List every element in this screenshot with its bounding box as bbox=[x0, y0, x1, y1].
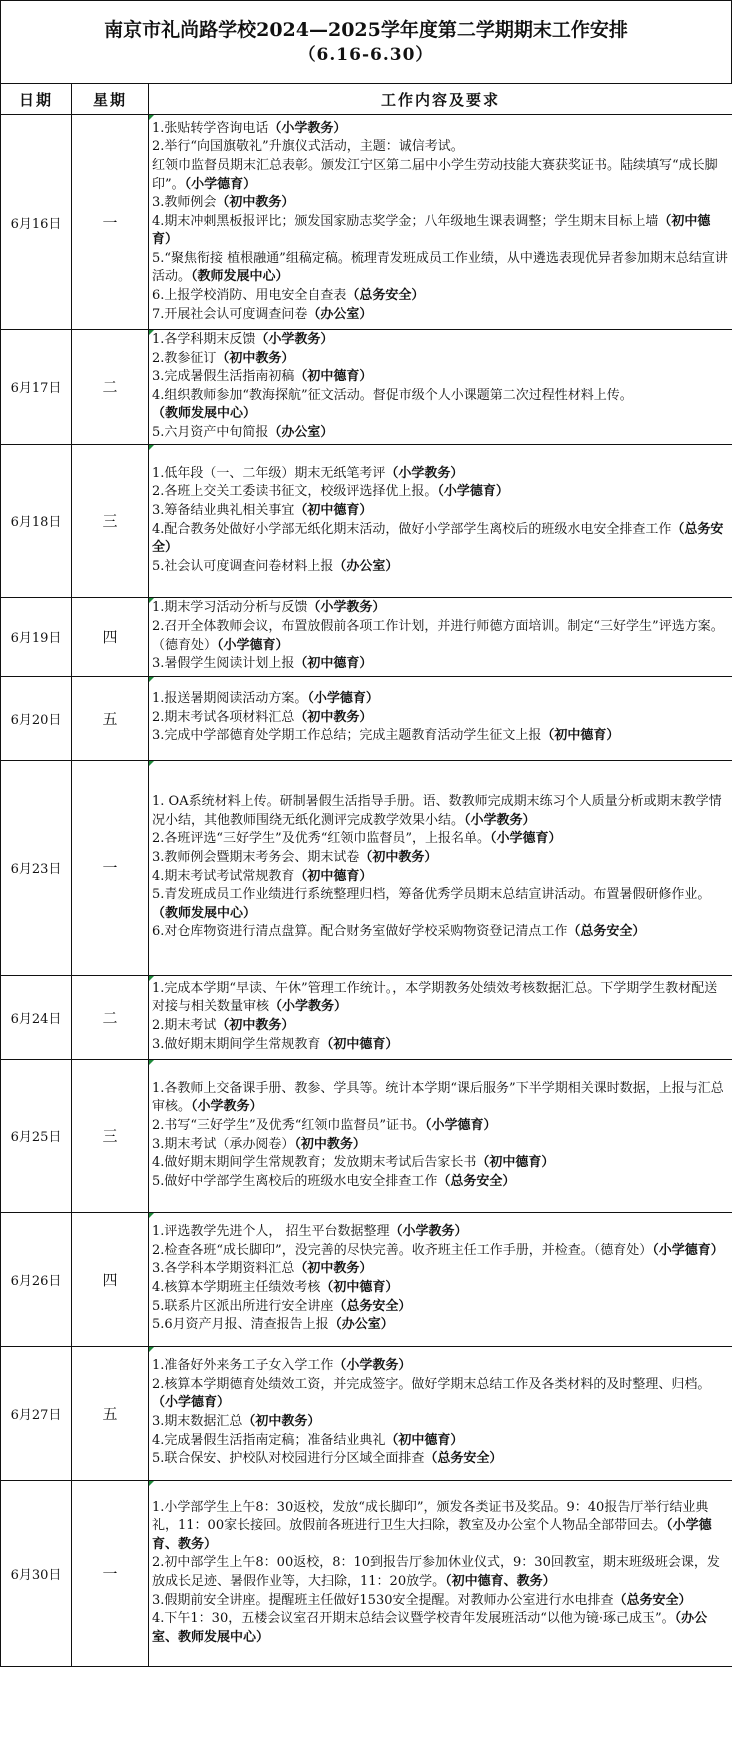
row-date: 6月30日 bbox=[1, 1480, 72, 1666]
department-tag: （总务安全） bbox=[437, 1173, 516, 1189]
row-date: 6月26日 bbox=[1, 1212, 72, 1346]
department-tag: （初中教务） bbox=[216, 1018, 295, 1034]
row-date: 6月25日 bbox=[1, 1059, 72, 1212]
task-text: 4.做好期末期间学生常规教育；发放期末考试后告家长书 bbox=[152, 1155, 477, 1171]
task-item bbox=[152, 558, 728, 577]
task-item bbox=[152, 980, 728, 1017]
task-item bbox=[152, 849, 728, 868]
table-row bbox=[1, 444, 732, 597]
task-item bbox=[152, 1036, 728, 1055]
task-item bbox=[152, 1136, 728, 1155]
task-item bbox=[152, 793, 728, 830]
task-text: 5.六月资产中旬简报 bbox=[152, 424, 269, 440]
department-tag: （小学教务） bbox=[333, 1358, 412, 1374]
table-row bbox=[1, 1480, 732, 1666]
task-item bbox=[152, 521, 728, 558]
task-item bbox=[152, 331, 728, 350]
department-tag: （小学教务） bbox=[307, 600, 386, 616]
task-item bbox=[152, 868, 728, 887]
task-item bbox=[152, 465, 728, 484]
table-row bbox=[1, 597, 732, 676]
task-text: 2.举行“向国旗敬礼”升旗仪式活动，主题：诚信考试。 bbox=[152, 139, 464, 155]
task-text: 3.假期前安全讲座。提醒班主任做好1530安全提醒。对教师办公室进行水电排查 bbox=[152, 1592, 614, 1608]
task-item bbox=[152, 599, 728, 618]
task-text: 2.期末考试 bbox=[152, 1018, 217, 1034]
department-tag: （小学德育） bbox=[652, 1242, 724, 1258]
table-header-row bbox=[1, 84, 732, 115]
task-item bbox=[152, 1413, 728, 1432]
department-tag: （小学德育） bbox=[217, 637, 289, 653]
task-item bbox=[152, 1610, 728, 1647]
task-text: 4.期末考试考试常规教育 bbox=[152, 868, 295, 884]
cell-comment-marker bbox=[149, 1347, 154, 1352]
department-tag: （小学教务） bbox=[385, 465, 464, 481]
header-date: 日期 bbox=[1, 84, 72, 115]
task-text: 5.青发班成员工作业绩进行系统整理归档，筹备优秀学员期末总结宣讲活动。布置暑假研修作业。 bbox=[152, 887, 711, 903]
task-item bbox=[152, 1154, 728, 1173]
row-weekday: 四 bbox=[72, 1212, 149, 1346]
department-tag: （教师发展中心） bbox=[191, 269, 289, 285]
department-tag: （办公室、教师发展中心） bbox=[152, 1611, 708, 1645]
department-tag: （小学德育） bbox=[152, 1395, 231, 1411]
task-item bbox=[152, 1432, 728, 1451]
document-title: 南京市礼尚路学校2024—2025学年度第二学期期末工作安排 bbox=[104, 19, 628, 41]
department-tag: （办公室） bbox=[333, 558, 399, 574]
task-text: 2.教参征订 bbox=[152, 350, 217, 366]
task-item bbox=[152, 830, 728, 849]
cell-comment-marker bbox=[149, 115, 154, 120]
table-row bbox=[1, 330, 732, 445]
task-item bbox=[152, 727, 728, 746]
task-text: 2.各班上交关工委读书征文，校级评选择优上报。 bbox=[152, 484, 438, 500]
department-tag: （初中德育） bbox=[152, 213, 711, 248]
row-date: 6月16日 bbox=[1, 115, 72, 330]
table-row bbox=[1, 1059, 732, 1212]
cell-comment-marker bbox=[149, 1213, 154, 1218]
department-tag: （总务安全） bbox=[567, 924, 646, 940]
department-tag: （办公室） bbox=[328, 1317, 394, 1333]
row-weekday: 一 bbox=[72, 760, 149, 975]
row-date: 6月18日 bbox=[1, 444, 72, 597]
department-tag: （初中德育） bbox=[294, 868, 373, 884]
department-tag: （办公室） bbox=[268, 424, 334, 440]
row-weekday: 三 bbox=[72, 444, 149, 597]
task-item bbox=[152, 387, 728, 424]
department-tag: （初中教务） bbox=[294, 1136, 366, 1152]
task-item bbox=[152, 306, 728, 325]
task-item bbox=[152, 502, 728, 521]
department-tag: （小学德育、教务） bbox=[152, 1518, 712, 1552]
table-row bbox=[1, 676, 732, 760]
task-text: 5.社会认可度调查问卷材料上报 bbox=[152, 558, 334, 574]
department-tag: （初中德育） bbox=[320, 1280, 399, 1296]
task-item bbox=[152, 120, 728, 139]
department-tag: （初中德育、教务） bbox=[445, 1574, 556, 1590]
task-item bbox=[152, 157, 728, 194]
row-content bbox=[149, 1480, 732, 1666]
row-weekday: 二 bbox=[72, 330, 149, 445]
task-text: 1. OA系统材料上传。研制暑假生活指导手册。语、数教师完成期末练习个人质量分析或期末教学情况小结，其他教师围绕无纸化测评完成教学效果小结。 bbox=[152, 794, 722, 828]
title-block bbox=[0, 0, 732, 83]
row-content bbox=[149, 1059, 732, 1212]
task-text: 4.期末冲刺黑板报评比；颁发国家励志奖学金；八年级地生课表调整；学生期末目标上墙 bbox=[152, 213, 659, 229]
row-date: 6月27日 bbox=[1, 1346, 72, 1480]
task-item bbox=[152, 618, 728, 655]
task-text: 1.张贴转学咨询电话 bbox=[152, 120, 269, 136]
department-tag: （初中德育） bbox=[320, 1036, 399, 1052]
row-content bbox=[149, 1346, 732, 1480]
task-item bbox=[152, 1173, 728, 1192]
department-tag: （小学德育） bbox=[490, 831, 562, 847]
task-text: 2.初中部学生上午8：00返校，8：10到报告厅参加休业仪式，9：30回教室，期末班级班会课，发放成长足迹、暑假作业等，大扫除，11：20放学。 bbox=[152, 1555, 720, 1590]
cell-comment-marker bbox=[149, 1481, 154, 1486]
department-tag: （小学教务） bbox=[191, 1099, 263, 1115]
task-text: 6.对仓库物资进行清点盘算。配合财务室做好学校采购物资登记清点工作 bbox=[152, 924, 568, 940]
task-item bbox=[152, 655, 728, 674]
task-text: 5.联系片区派出所进行安全讲座 bbox=[152, 1298, 334, 1314]
task-item bbox=[152, 1080, 728, 1117]
department-tag: （小学德育） bbox=[307, 691, 379, 707]
department-tag: （办公室） bbox=[307, 306, 373, 322]
task-item bbox=[152, 368, 728, 387]
task-item bbox=[152, 1017, 728, 1036]
row-weekday: 五 bbox=[72, 676, 149, 760]
department-tag: （初中教务） bbox=[216, 195, 295, 211]
row-content bbox=[149, 597, 732, 676]
row-weekday: 二 bbox=[72, 975, 149, 1059]
row-content bbox=[149, 760, 732, 975]
task-text: 3.教师例会暨期末考务会、期末试卷 bbox=[152, 849, 360, 865]
task-text: 2.各班评选“三好学生”及优秀“红领巾监督员”，上报名单。 bbox=[152, 831, 490, 847]
task-text: 3.完成中学部德育处学期工作总结；完成主题教育活动学生征文上报 bbox=[152, 728, 542, 744]
department-tag: （初中德育） bbox=[294, 656, 373, 672]
row-weekday: 三 bbox=[72, 1059, 149, 1212]
cell-comment-marker bbox=[149, 445, 154, 450]
row-date: 6月24日 bbox=[1, 975, 72, 1059]
task-text: 1.低年段（一、二年级）期末无纸笔考评 bbox=[152, 465, 386, 481]
department-tag: （总务安全） bbox=[152, 521, 724, 556]
task-item bbox=[152, 1242, 728, 1261]
task-text: 红领巾监督员期末汇总表彰。颁发江宁区第二届中小学生劳动技能大赛获奖证书。陆续填写“成长脚印”。 bbox=[152, 157, 718, 192]
table-row bbox=[1, 975, 732, 1059]
cell-comment-marker bbox=[149, 330, 154, 335]
task-text: 4.下午1：30，五楼会议室召开期末总结会议暨学校青年发展班活动“以他为镜·琢己成玉”。 bbox=[152, 1611, 675, 1627]
cell-comment-marker bbox=[149, 1060, 154, 1065]
task-item bbox=[152, 1499, 728, 1555]
row-content bbox=[149, 444, 732, 597]
task-text: 4.配合教务处做好小学部无纸化期末活动，做好小学部学生离校后的班级水电安全排查工作 bbox=[152, 521, 672, 537]
department-tag: （小学德育） bbox=[437, 484, 509, 500]
row-content bbox=[149, 676, 732, 760]
cell-comment-marker bbox=[149, 976, 154, 981]
task-item bbox=[152, 1316, 728, 1335]
task-text: 2.召开全体教师会议，布置放假前各项工作计划，并进行师德方面培训。制定“三好学生”评选方案。（德育处） bbox=[152, 618, 724, 653]
task-text: 3.筹备结业典礼相关事宜 bbox=[152, 502, 295, 518]
row-weekday: 四 bbox=[72, 597, 149, 676]
department-tag: （总务安全） bbox=[613, 1592, 692, 1608]
task-item bbox=[152, 1117, 728, 1136]
task-text: 2.书写“三好学生”及优秀“红领巾监督员”证书。 bbox=[152, 1117, 425, 1133]
task-text: 1.小学部学生上午8：30返校，发放“成长脚印”，颁发各类证书及奖品。9：40报告厅举行结业典礼，11：00家长接回。放假前各班进行卫生大扫除，教室及办公室个人物品全部带回去。 bbox=[152, 1499, 709, 1534]
task-text: 3.做好期末期间学生常规教育 bbox=[152, 1036, 321, 1052]
task-item bbox=[152, 1450, 728, 1469]
task-text: 5.“聚焦衔接 植根融通”组稿定稿。梳理青发班成员工作业绩，从中遴选表现优异者参加期末总结宣讲活动。 bbox=[152, 250, 728, 285]
row-weekday: 五 bbox=[72, 1346, 149, 1480]
department-tag: （初中德育） bbox=[476, 1155, 555, 1171]
task-text: 3.期末数据汇总 bbox=[152, 1414, 243, 1430]
task-text: 1.各教师上交备课手册、教参、学具等。统计本学期“课后服务”下半学期相关课时数据，上报与汇总审核。 bbox=[152, 1080, 724, 1115]
task-text: 1.期末学习活动分析与反馈 bbox=[152, 600, 308, 616]
department-tag: （小学德育） bbox=[184, 176, 257, 192]
department-tag: （小学德育） bbox=[425, 1117, 497, 1133]
department-tag: （总务安全） bbox=[424, 1451, 503, 1467]
department-tag: （初中教务） bbox=[359, 849, 438, 865]
task-text: 2.检查各班“成长脚印”，没完善的尽快完善。收齐班主任工作手册，并检查。（德育处） bbox=[152, 1242, 653, 1258]
task-text: 3.暑假学生阅读计划上报 bbox=[152, 656, 295, 672]
task-item bbox=[152, 1223, 728, 1242]
task-item bbox=[152, 1592, 728, 1611]
table-body bbox=[1, 115, 732, 1667]
task-text: 1.准备好外来务工子女入学工作 bbox=[152, 1358, 334, 1374]
task-item bbox=[152, 886, 728, 923]
row-date: 6月20日 bbox=[1, 676, 72, 760]
row-weekday: 一 bbox=[72, 1480, 149, 1666]
task-item bbox=[152, 424, 728, 443]
task-item bbox=[152, 138, 728, 157]
table-row bbox=[1, 1346, 732, 1480]
table-row bbox=[1, 115, 732, 330]
task-item bbox=[152, 1357, 728, 1376]
schedule-table bbox=[0, 83, 732, 1667]
department-tag: （初中德育） bbox=[294, 369, 373, 385]
task-text: 1.完成本学期“早读、午休”管理工作统计。，本学期教务处绩效考核数据汇总。下学期学生教材配送对接与相关数量审核 bbox=[152, 980, 718, 1015]
department-tag: （小学教务） bbox=[268, 120, 347, 136]
cell-comment-marker bbox=[149, 598, 154, 603]
cell-comment-marker bbox=[149, 761, 154, 766]
department-tag: （初中德育） bbox=[541, 728, 620, 744]
row-date: 6月17日 bbox=[1, 330, 72, 445]
department-tag: （初中德育） bbox=[385, 1432, 464, 1448]
task-item bbox=[152, 1298, 728, 1317]
task-text: 6.上报学校消防、用电安全自查表 bbox=[152, 288, 347, 304]
task-text: 2.核算本学期德育处绩效工资，并完成签字。做好学期末总结工作及各类材料的及时整理、归档。 bbox=[152, 1376, 711, 1392]
task-item bbox=[152, 1376, 728, 1413]
row-content bbox=[149, 1212, 732, 1346]
department-tag: （初中教务） bbox=[216, 350, 295, 366]
department-tag: （教师发展中心） bbox=[152, 406, 257, 422]
task-item bbox=[152, 709, 728, 728]
task-text: 4.核算本学期班主任绩效考核 bbox=[152, 1280, 321, 1296]
department-tag: （总务安全） bbox=[346, 288, 425, 304]
task-item bbox=[152, 250, 728, 287]
department-tag: （小学教务） bbox=[269, 999, 348, 1015]
task-text: 5.做好中学部学生离校后的班级水电安全排查工作 bbox=[152, 1173, 438, 1189]
department-tag: （初中教务） bbox=[294, 1261, 373, 1277]
row-content bbox=[149, 115, 732, 330]
task-text: 7.开展社会认可度调查问卷 bbox=[152, 306, 308, 322]
row-date: 6月19日 bbox=[1, 597, 72, 676]
header-weekday: 星期 bbox=[72, 84, 149, 115]
task-text: 1.评选教学先进个人， 招生平台数据整理 bbox=[152, 1224, 390, 1240]
task-item bbox=[152, 483, 728, 502]
task-text: 4.完成暑假生活指南定稿；准备结业典礼 bbox=[152, 1432, 386, 1448]
task-text: 1.各学科期末反馈 bbox=[152, 332, 256, 347]
task-item bbox=[152, 1279, 728, 1298]
header-content: 工作内容及要求 bbox=[149, 84, 732, 115]
task-text: 3.教师例会 bbox=[152, 195, 217, 211]
task-item bbox=[152, 690, 728, 709]
task-item bbox=[152, 923, 728, 942]
department-tag: （小学教务） bbox=[389, 1224, 468, 1240]
task-item bbox=[152, 1554, 728, 1591]
task-item bbox=[152, 1260, 728, 1279]
task-text: 5.联合保安、护校队对校园进行分区域全面排查 bbox=[152, 1451, 425, 1467]
task-text: 1.报送暑期阅读活动方案。 bbox=[152, 691, 308, 707]
department-tag: （初中德育） bbox=[294, 502, 373, 518]
task-item bbox=[152, 194, 728, 213]
department-tag: （总务安全） bbox=[333, 1298, 412, 1314]
task-text: 3.各学科本学期资料汇总 bbox=[152, 1261, 295, 1277]
cell-comment-marker bbox=[149, 677, 154, 682]
task-text: 5.6月资产月报、清查报告上报 bbox=[152, 1317, 329, 1333]
department-tag: （小学教务） bbox=[255, 332, 334, 347]
task-text: 2.期末考试各项材料汇总 bbox=[152, 709, 295, 725]
table-row bbox=[1, 760, 732, 975]
department-tag: （初中教务） bbox=[242, 1414, 321, 1430]
task-text: 3.完成暑假生活指南初稿 bbox=[152, 369, 295, 385]
department-tag: （教师发展中心） bbox=[152, 905, 257, 921]
row-content bbox=[149, 330, 732, 445]
task-item bbox=[152, 287, 728, 306]
task-item bbox=[152, 213, 728, 250]
table-row bbox=[1, 1212, 732, 1346]
department-tag: （小学教务） bbox=[464, 812, 536, 828]
document-date-range: （6.16-6.30） bbox=[298, 45, 434, 65]
row-content bbox=[149, 975, 732, 1059]
row-weekday: 一 bbox=[72, 115, 149, 330]
task-item bbox=[152, 350, 728, 369]
task-text: 3.期末考试（承办阅卷） bbox=[152, 1136, 295, 1152]
row-date: 6月23日 bbox=[1, 760, 72, 975]
task-text: 4.组织教师参加“教海探航”征文活动。督促市级个人小课题第二次过程性材料上传。 bbox=[152, 387, 633, 403]
department-tag: （初中教务） bbox=[294, 709, 373, 725]
